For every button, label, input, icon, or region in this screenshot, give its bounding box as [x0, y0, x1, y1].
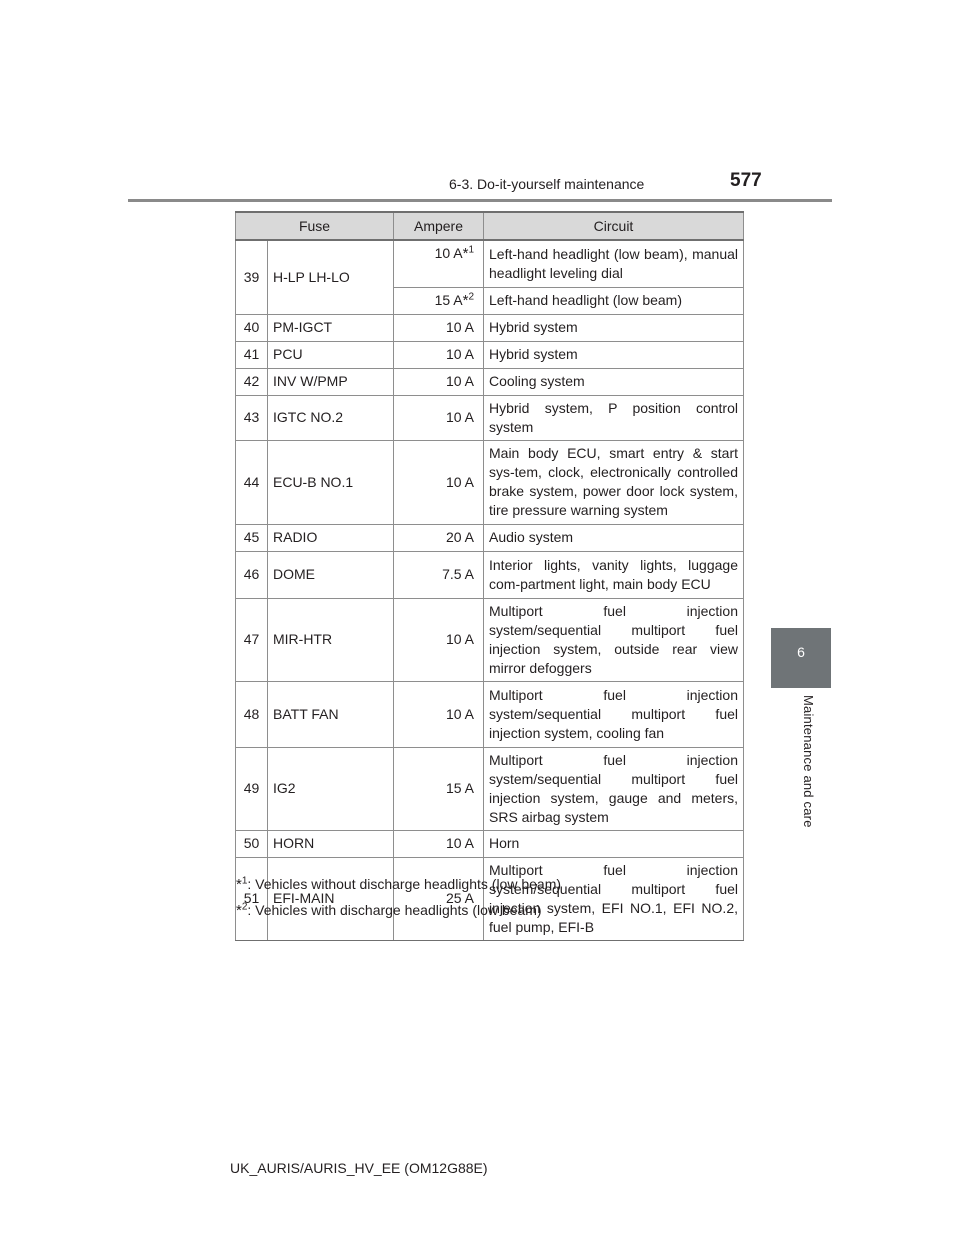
fuse-circuit: Hybrid system [484, 314, 744, 341]
table-row [236, 395, 744, 440]
fuse-number: 43 [236, 395, 268, 440]
fuse-ampere: 7.5 A [394, 551, 484, 598]
fuse-ampere: 15 A [394, 747, 484, 830]
fuse-number: 50 [236, 830, 268, 857]
table-row [236, 341, 744, 368]
table-row [236, 314, 744, 341]
fuse-ampere: 10 A [394, 341, 484, 368]
chapter-title: Maintenance and care [801, 695, 816, 828]
table-row [236, 440, 744, 524]
fuse-circuit: Multiport fuel injection system/sequential multiport fuel injection system, cooling fan [484, 681, 744, 747]
fuse-circuit: Main body ECU, smart entry & start sys-tem, clock, electronically controlled brake system, power door lock system, tire pressure warning system [484, 440, 744, 524]
fuse-number: 42 [236, 368, 268, 395]
fuse-name: BATT FAN [268, 681, 394, 747]
fuse-ampere: 10 A [394, 368, 484, 395]
table-row [236, 368, 744, 395]
footnote-mark: * [462, 292, 469, 309]
header-ampere: Ampere [394, 212, 484, 240]
fuse-name: ECU-B NO.1 [268, 440, 394, 524]
fuse-number: 40 [236, 314, 268, 341]
header-circuit: Circuit [484, 212, 744, 240]
fuse-name: MIR-HTR [268, 598, 394, 681]
fuse-table [235, 211, 744, 941]
fuse-number: 44 [236, 440, 268, 524]
table-row [236, 857, 744, 940]
fuse-circuit: Left-hand headlight (low beam), manual headlight leveling dial [484, 240, 744, 287]
fuse-name: IG2 [268, 747, 394, 830]
fuse-number: 49 [236, 747, 268, 830]
footnote [236, 876, 561, 893]
fuse-name: HORN [268, 830, 394, 857]
table-row [236, 598, 744, 681]
fuse-number: 39 [236, 240, 268, 314]
header-fuse: Fuse [236, 212, 394, 240]
table-header-row [236, 212, 744, 240]
fuse-ampere [394, 240, 484, 287]
fuse-ampere: 25 A [394, 857, 484, 940]
fuse-ampere: 20 A [394, 524, 484, 551]
table-row [236, 551, 744, 598]
fuse-name: EFI-MAIN [268, 857, 394, 940]
chapter-tab [771, 628, 831, 688]
table-row [236, 830, 744, 857]
section-title: 6-3. Do-it-yourself maintenance [449, 176, 645, 192]
fuse-number: 46 [236, 551, 268, 598]
fuse-name: PM-IGCT [268, 314, 394, 341]
footnote-number: 1 [468, 244, 474, 256]
fuse-number: 45 [236, 524, 268, 551]
footnote-mark: * [462, 245, 469, 262]
fuse-name: DOME [268, 551, 394, 598]
fuse-ampere: 10 A [394, 395, 484, 440]
fuse-circuit: Audio system [484, 524, 744, 551]
footnote-number: 2 [241, 901, 248, 913]
fuse-circuit: Hybrid system, P position control system [484, 395, 744, 440]
fuse-number: 41 [236, 341, 268, 368]
fuse-circuit: Hybrid system [484, 341, 744, 368]
footnote-mark: * [236, 902, 242, 919]
ampere-value: 10 A [434, 245, 463, 261]
fuse-circuit: Interior lights, vanity lights, luggage com-partment light, main body ECU [484, 551, 744, 598]
ampere-value: 15 A [434, 292, 463, 308]
fuse-number: 48 [236, 681, 268, 747]
fuse-circuit: Left-hand headlight (low beam) [484, 287, 744, 314]
chapter-number: 6 [797, 644, 805, 660]
footnote-text: : Vehicles without discharge headlights (low beam) [247, 876, 562, 892]
fuse-number: 47 [236, 598, 268, 681]
fuse-circuit: Multiport fuel injection system/sequential multiport fuel injection system, gauge and meters, SRS airbag system [484, 747, 744, 830]
fuse-ampere: 10 A [394, 598, 484, 681]
table-row [236, 240, 744, 287]
table-row [236, 747, 744, 830]
fuse-circuit: Cooling system [484, 368, 744, 395]
footnote-number: 2 [468, 291, 474, 303]
footnote-number: 1 [241, 875, 248, 887]
fuse-circuit: Multiport fuel injection system/sequential multiport fuel injection system, EFI NO.1, EFI NO.2, fuel pump, EFI-B [484, 857, 744, 940]
fuse-ampere: 10 A [394, 830, 484, 857]
page-number: 577 [730, 170, 762, 191]
footnote-text: : Vehicles with discharge headlights (low beam) [247, 902, 542, 918]
document-code: UK_AURIS/AURIS_HV_EE (OM12G88E) [230, 1160, 488, 1176]
footnote [236, 902, 542, 919]
fuse-name: H-LP LH-LO [268, 240, 394, 314]
footnote-mark: * [236, 876, 242, 893]
fuse-ampere: 10 A [394, 314, 484, 341]
header-divider [128, 199, 832, 202]
fuse-number: 51 [236, 857, 268, 940]
fuse-circuit: Horn [484, 830, 744, 857]
fuse-name: RADIO [268, 524, 394, 551]
fuse-name: PCU [268, 341, 394, 368]
fuse-ampere [394, 287, 484, 314]
fuse-name: INV W/PMP [268, 368, 394, 395]
table-row [236, 524, 744, 551]
fuse-ampere: 10 A [394, 681, 484, 747]
fuse-ampere: 10 A [394, 440, 484, 524]
table-row [236, 681, 744, 747]
fuse-circuit: Multiport fuel injection system/sequential multiport fuel injection system, outside rear view mirror defoggers [484, 598, 744, 681]
fuse-name: IGTC NO.2 [268, 395, 394, 440]
